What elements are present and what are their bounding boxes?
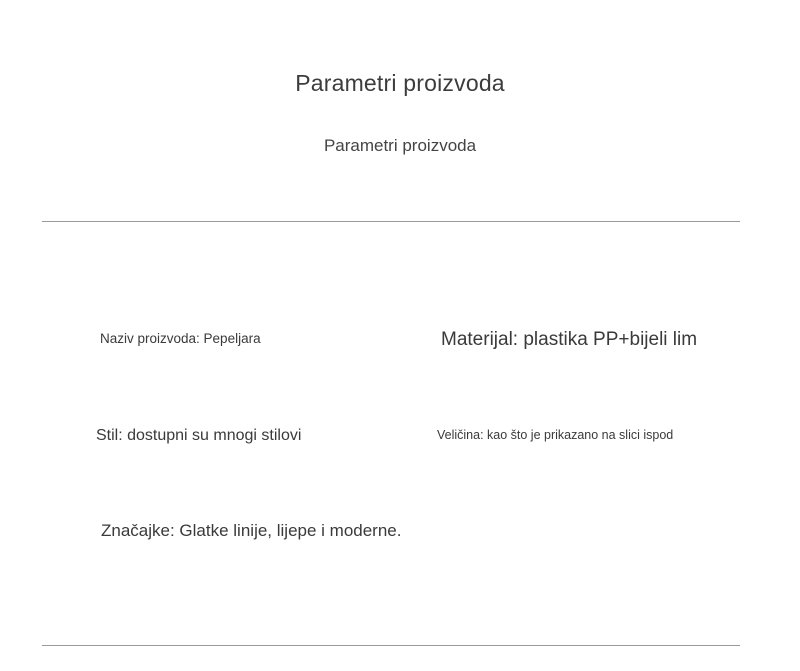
divider-top [42,221,740,222]
page-title: Parametri proizvoda [295,70,505,96]
page-subtitle: Parametri proizvoda [323,136,477,155]
spec-material: Materijal: plastika PP+bijeli lim [441,329,698,350]
divider-bottom [42,645,740,646]
spec-features: Značajke: Glatke linije, lijepe i moderne. [101,521,402,540]
spec-product-name: Naziv proizvoda: Pepeljara [100,331,261,346]
spec-style: Stil: dostupni su mnogi stilovi [96,427,302,444]
spec-size: Veličina: kao što je prikazano na slici ispod [437,428,674,442]
